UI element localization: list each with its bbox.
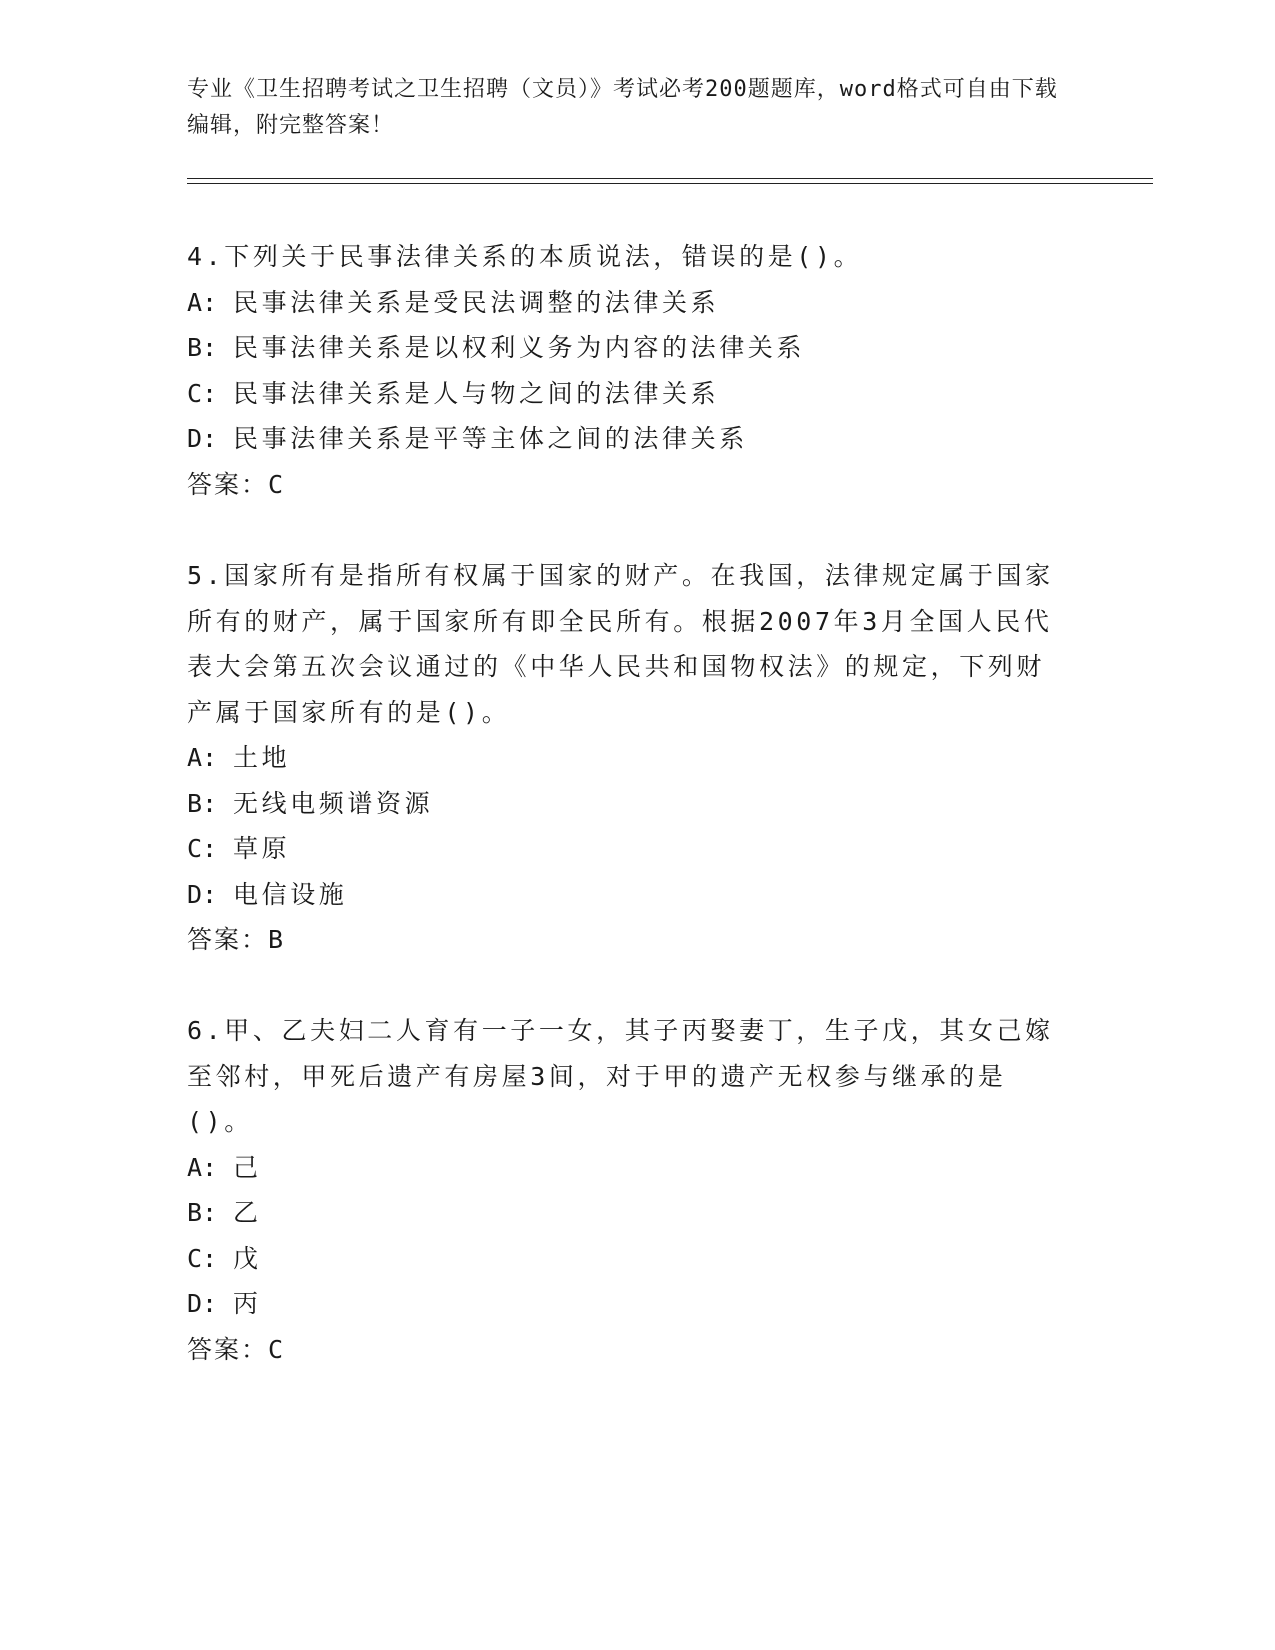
answer-line	[187, 1327, 1067, 1373]
option-letter: A:	[187, 287, 218, 317]
option-text: 民事法律关系是受民法调整的法律关系	[233, 287, 720, 317]
option-c	[187, 371, 1067, 417]
option-b	[187, 1190, 1067, 1236]
option-d	[187, 872, 1067, 918]
option-letter: C:	[187, 834, 218, 863]
question-stem: 5.国家所有是指所有权属于国家的财产。在我国，法律规定属于国家所有的财产，属于国家所有即全民所有。根据2007年3月全国人民代表大会第五次会议通过的《中华人民共和国物权法》的规定，下列财产属于国家所有的是()。	[187, 561, 1054, 727]
option-text: 无线电频谱资源	[233, 788, 434, 818]
question-6	[187, 1008, 1067, 1372]
answer-value: B	[268, 925, 284, 954]
answer-label: 答案：	[187, 925, 269, 954]
answer-label: 答案：	[187, 1334, 269, 1364]
option-a	[187, 1145, 1067, 1191]
option-b	[187, 781, 1067, 827]
option-letter: D:	[187, 424, 218, 453]
option-c	[187, 826, 1067, 872]
option-letter: A:	[187, 1152, 218, 1182]
option-d	[187, 416, 1067, 462]
option-b	[187, 325, 1067, 371]
option-text: 己	[233, 1152, 262, 1182]
document-header	[187, 72, 1067, 144]
option-text: 民事法律关系是人与物之间的法律关系	[233, 378, 720, 408]
option-text: 丙	[233, 1289, 262, 1318]
option-a	[187, 280, 1067, 326]
header-divider-bottom	[187, 183, 1153, 184]
answer-line	[187, 462, 1067, 508]
option-text: 民事法律关系是平等主体之间的法律关系	[233, 424, 748, 453]
option-text: 电信设施	[233, 879, 348, 909]
header-text: 专业《卫生招聘考试之卫生招聘（文员）》考试必考200题题库，word格式可自由下载编辑，附完整答案！	[187, 77, 1058, 138]
option-a	[187, 735, 1067, 781]
option-letter: C:	[187, 378, 218, 408]
option-letter: A:	[187, 743, 218, 772]
question-5	[187, 553, 1067, 963]
question-4	[187, 234, 1067, 507]
option-c	[187, 1236, 1067, 1282]
question-stem: 6.甲、乙夫妇二人育有一子一女，其子丙娶妻丁，生子戊，其女己嫁至邻村，甲死后遗产有房屋3间，对于甲的遗产无权参与继承的是()。	[187, 1016, 1054, 1136]
option-text: 乙	[233, 1198, 262, 1227]
option-letter: C:	[187, 1243, 218, 1273]
option-d	[187, 1281, 1067, 1327]
option-text: 土地	[233, 743, 291, 772]
option-letter: B:	[187, 788, 218, 818]
option-text: 草原	[233, 834, 291, 863]
answer-label: 答案：	[187, 469, 269, 499]
answer-value: C	[268, 469, 284, 499]
option-letter: D:	[187, 1289, 218, 1318]
option-letter: B:	[187, 333, 218, 362]
option-letter: D:	[187, 879, 218, 909]
option-letter: B:	[187, 1198, 218, 1227]
option-text: 民事法律关系是以权利义务为内容的法律关系	[233, 333, 806, 362]
answer-line	[187, 917, 1067, 963]
answer-value: C	[268, 1334, 284, 1364]
header-divider-top	[187, 178, 1153, 179]
option-text: 戊	[233, 1243, 262, 1273]
question-stem: 4.下列关于民事法律关系的本质说法，错误的是()。	[187, 242, 863, 271]
